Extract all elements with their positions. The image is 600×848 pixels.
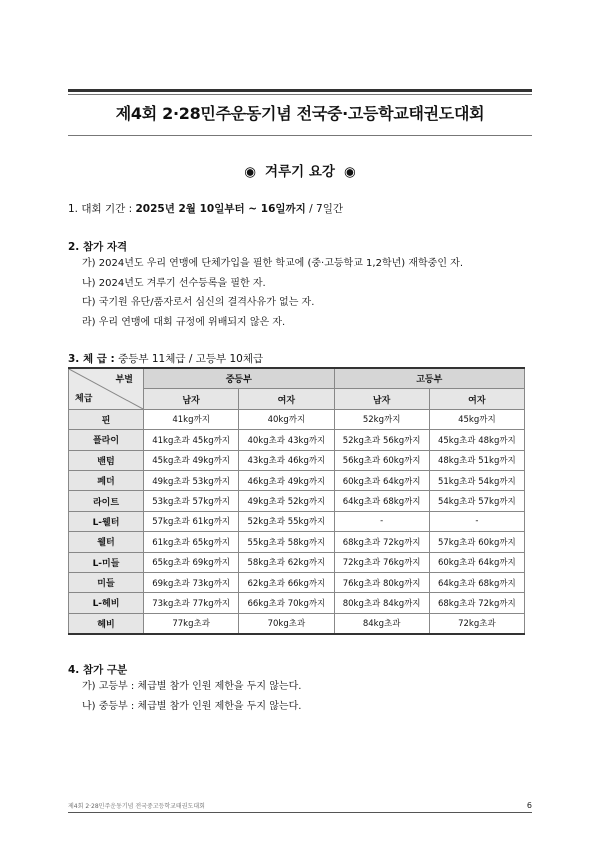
table-row <box>69 491 525 511</box>
table-row <box>69 532 525 552</box>
participation-item: 나) 중등부 : 체급별 참가 인원 제한을 두지 않는다. <box>82 700 302 712</box>
weight-class-table <box>68 367 525 635</box>
bullseye-icon: ◉ <box>244 164 257 180</box>
weight-limit-cell: 72kg초과 76kg까지 <box>334 552 429 572</box>
weight-limit-cell: 66kg초과 70kg까지 <box>239 593 334 613</box>
group-header-high: 고등부 <box>334 368 525 389</box>
weight-class-name: 페더 <box>69 470 144 490</box>
weight-limit-cell: 40kg까지 <box>239 409 334 429</box>
weight-limit-cell: 62kg초과 66kg까지 <box>239 572 334 592</box>
table-corner-header <box>69 368 144 409</box>
weight-limit-cell: 68kg초과 72kg까지 <box>429 593 524 613</box>
gender-header: 여자 <box>239 389 334 409</box>
table-row <box>69 430 525 450</box>
weight-limit-cell: 45kg까지 <box>429 409 524 429</box>
corner-division-label: 부별 <box>115 375 133 385</box>
table-row <box>69 450 525 470</box>
eligibility-item: 가) 2024년도 우리 연맹에 단체가입을 필한 학교에 (중·고등학교 1,2학년) 재학중인 자. <box>82 258 464 269</box>
footer-text: 제4회 2·28민주운동기념 전국중고등학교태권도대회 <box>68 803 205 810</box>
weight-limit-cell: 52kg까지 <box>334 409 429 429</box>
weight-limit-cell: 84kg초과 <box>334 613 429 634</box>
weight-limit-cell: 43kg초과 46kg까지 <box>239 450 334 470</box>
participation-item: 가) 고등부 : 체급별 참가 인원 제한을 두지 않는다. <box>82 681 302 692</box>
eligibility-item: 라) 우리 연맹에 대회 규정에 위배되지 않은 자. <box>82 316 286 328</box>
weight-limit-cell: 54kg초과 57kg까지 <box>429 491 524 511</box>
weight-limit-cell: 41kg초과 45kg까지 <box>144 430 239 450</box>
weight-limit-cell: 70kg초과 <box>239 613 334 634</box>
weight-limit-cell: 48kg초과 51kg까지 <box>429 450 524 470</box>
table-row <box>69 613 525 634</box>
table-row <box>69 511 525 531</box>
page-number: 6 <box>526 801 532 810</box>
weight-limit-cell: 45kg초과 49kg까지 <box>144 450 239 470</box>
weight-limit-cell: - <box>429 511 524 531</box>
weight-class-name: 플라이 <box>69 430 144 450</box>
weight-class-name: L-헤비 <box>69 593 144 613</box>
participation-heading: 4. 참가 구분 <box>68 664 128 676</box>
eligibility-item: 다) 국기원 유단/품자로서 심신의 결격사유가 없는 자. <box>82 297 315 308</box>
corner-class-label: 체급 <box>75 393 93 404</box>
section-participation <box>68 662 301 716</box>
period-duration: / 7일간 <box>309 203 343 215</box>
weight-limit-cell: 57kg초과 60kg까지 <box>429 532 524 552</box>
weight-heading: 3. 체 급 : <box>68 353 115 365</box>
weight-limit-cell: 57kg초과 61kg까지 <box>144 511 239 531</box>
gender-header: 여자 <box>429 389 524 409</box>
group-header-middle: 중등부 <box>144 368 335 389</box>
weight-limit-cell: 72kg초과 <box>429 613 524 634</box>
bullseye-icon: ◉ <box>343 164 356 180</box>
weight-class-name: 미들 <box>69 572 144 592</box>
weight-limit-cell: 77kg초과 <box>144 613 239 634</box>
weight-class-name: L-웰터 <box>69 511 144 531</box>
weight-class-name: 웰터 <box>69 532 144 552</box>
gender-header: 남자 <box>144 389 239 409</box>
title-block <box>68 89 532 136</box>
weight-limit-cell: 53kg초과 57kg까지 <box>144 491 239 511</box>
period-label: 1. 대회 기간 : <box>68 203 133 215</box>
weight-class-name: L-미들 <box>69 552 144 572</box>
weight-limit-cell: 65kg초과 69kg까지 <box>144 552 239 572</box>
section-weight-classes <box>68 351 263 366</box>
weight-limit-cell: 60kg초과 64kg까지 <box>429 552 524 572</box>
section-subtitle <box>0 160 600 180</box>
weight-limit-cell: 61kg초과 65kg까지 <box>144 532 239 552</box>
eligibility-heading: 2. 참가 자격 <box>68 241 128 253</box>
weight-limit-cell: 45kg초과 48kg까지 <box>429 430 524 450</box>
weight-limit-cell: 56kg초과 60kg까지 <box>334 450 429 470</box>
weight-limit-cell: - <box>334 511 429 531</box>
weight-rows <box>69 409 525 634</box>
weight-limit-cell: 68kg초과 72kg까지 <box>334 532 429 552</box>
eligibility-item: 나) 2024년도 겨루기 선수등록을 필한 자. <box>82 277 266 289</box>
weight-limit-cell: 64kg초과 68kg까지 <box>429 572 524 592</box>
weight-summary: 중등부 11체급 / 고등부 10체급 <box>118 353 264 365</box>
weight-class-name: 핀 <box>69 409 144 429</box>
table-row <box>69 593 525 613</box>
weight-limit-cell: 80kg초과 84kg까지 <box>334 593 429 613</box>
section-period <box>68 201 343 216</box>
subtitle-text: 겨루기 요강 <box>265 164 335 180</box>
weight-limit-cell: 49kg초과 52kg까지 <box>239 491 334 511</box>
weight-limit-cell: 60kg초과 64kg까지 <box>334 470 429 490</box>
table-row <box>69 409 525 429</box>
weight-limit-cell: 58kg초과 62kg까지 <box>239 552 334 572</box>
weight-limit-cell: 51kg초과 54kg까지 <box>429 470 524 490</box>
table-row <box>69 572 525 592</box>
weight-class-name: 라이트 <box>69 491 144 511</box>
period-dates: 2025년 2월 10일부터 ~ 16일까지 <box>135 203 306 215</box>
weight-limit-cell: 40kg초과 43kg까지 <box>239 430 334 450</box>
gender-header: 남자 <box>334 389 429 409</box>
weight-class-name: 헤비 <box>69 613 144 634</box>
table-row <box>69 552 525 572</box>
weight-limit-cell: 73kg초과 77kg까지 <box>144 593 239 613</box>
weight-limit-cell: 52kg초과 55kg까지 <box>239 511 334 531</box>
weight-limit-cell: 52kg초과 56kg까지 <box>334 430 429 450</box>
weight-limit-cell: 69kg초과 73kg까지 <box>144 572 239 592</box>
weight-limit-cell: 49kg초과 53kg까지 <box>144 470 239 490</box>
section-eligibility <box>68 239 463 332</box>
weight-limit-cell: 64kg초과 68kg까지 <box>334 491 429 511</box>
table-row <box>69 470 525 490</box>
document-title: 제4회 2·28민주운동기념 전국중·고등학교태권도대회 <box>115 104 485 123</box>
weight-limit-cell: 46kg초과 49kg까지 <box>239 470 334 490</box>
weight-limit-cell: 41kg까지 <box>144 409 239 429</box>
page-footer <box>68 798 532 813</box>
weight-limit-cell: 76kg초과 80kg까지 <box>334 572 429 592</box>
weight-limit-cell: 55kg초과 58kg까지 <box>239 532 334 552</box>
weight-class-name: 밴텀 <box>69 450 144 470</box>
